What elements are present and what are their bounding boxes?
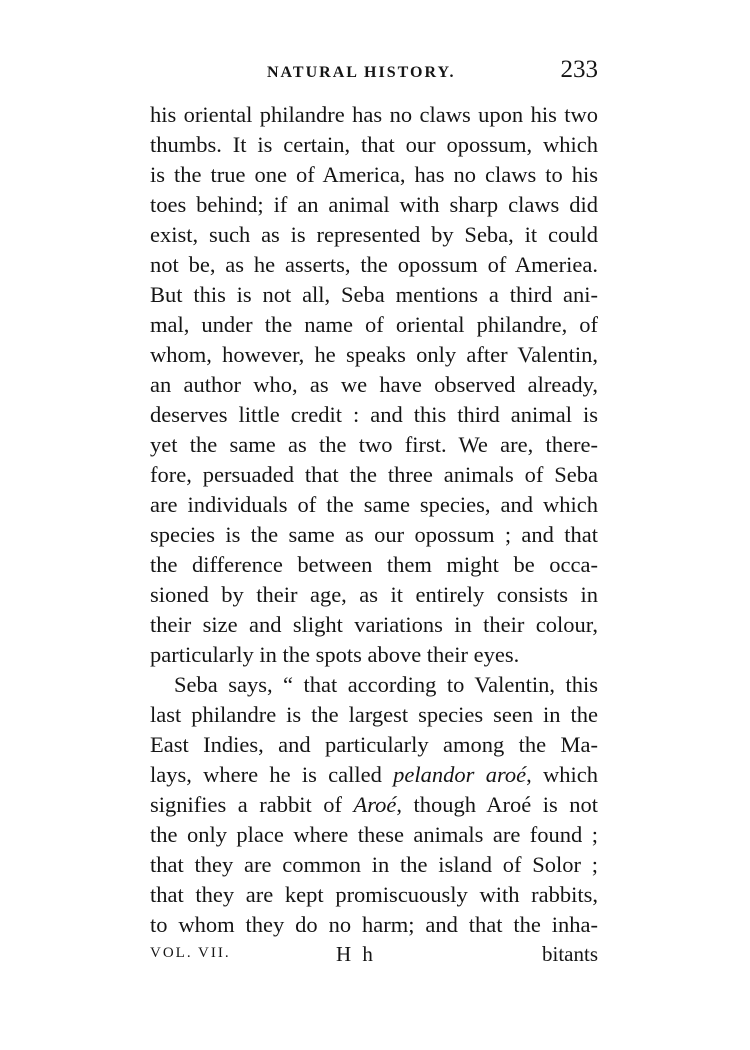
text-line: whom, however, he speaks only after Valentin, xyxy=(150,342,598,367)
text-line: that they are common in the island of Solor ; xyxy=(150,852,598,877)
text-segment: signifies a rabbit of xyxy=(150,792,354,817)
text-line: that they are kept promiscuously with rabbits, xyxy=(150,882,598,907)
text-line: the difference between them might be occa- xyxy=(150,552,598,577)
text-line: Seba says, “ that according to Valentin, this xyxy=(174,672,598,697)
italic-term: Aroé xyxy=(353,792,397,817)
text-line: last philandre is the largest species seen in the xyxy=(150,702,598,727)
text-line: East Indies, and particularly among the Ma- xyxy=(150,732,598,757)
volume-mark: VOL. VII. xyxy=(150,945,231,961)
text-line xyxy=(150,760,598,790)
text-line: deserves little credit : and this third animal is xyxy=(150,402,598,427)
page-header xyxy=(150,56,600,90)
text-line: yet the same as the two first. We are, there- xyxy=(150,432,598,457)
page-number: 233 xyxy=(560,56,598,83)
text-line: exist, such as is represented by Seba, it could xyxy=(150,222,598,247)
text-line: particularly in the spots above their eyes. xyxy=(150,642,520,667)
text-line: are individuals of the same species, and which xyxy=(150,492,598,517)
text-line: an author who, as we have observed already, xyxy=(150,372,598,397)
text-line: not be, as he asserts, the opossum of Ameriea. xyxy=(150,252,598,277)
italic-term: pelandor aroé xyxy=(393,762,527,787)
text-line: sioned by their age, as it entirely consists in xyxy=(150,582,598,607)
text-segment: , though Aroé is not xyxy=(396,792,598,817)
text-line: But this is not all, Seba mentions a third ani- xyxy=(150,282,598,307)
text-line xyxy=(150,790,598,820)
text-segment: lays, where he is called xyxy=(150,762,394,787)
text-line: thumbs. It is certain, that our opossum, which xyxy=(150,132,598,157)
text-line: mal, under the name of oriental philandre, of xyxy=(150,312,598,337)
text-line: toes behind; if an animal with sharp claws did xyxy=(150,192,598,217)
running-title: NATURAL HISTORY. xyxy=(267,64,456,81)
signature-mark: H h xyxy=(336,942,376,966)
text-line: to whom they do no harm; and that the inha- xyxy=(150,912,598,937)
text-line: his oriental philandre has no claws upon his two xyxy=(150,102,598,127)
page-footer xyxy=(150,942,598,972)
text-line: their size and slight variations in their colour, xyxy=(150,612,598,637)
body-text xyxy=(150,100,598,940)
text-line: fore, persuaded that the three animals of Seba xyxy=(150,462,598,487)
catchword: bitants xyxy=(542,942,598,966)
text-line: is the true one of America, has no claws to his xyxy=(150,162,598,187)
text-line: species is the same as our opossum ; and that xyxy=(150,522,598,547)
text-segment: , which xyxy=(526,762,598,787)
text-line: the only place where these animals are found ; xyxy=(150,822,598,847)
